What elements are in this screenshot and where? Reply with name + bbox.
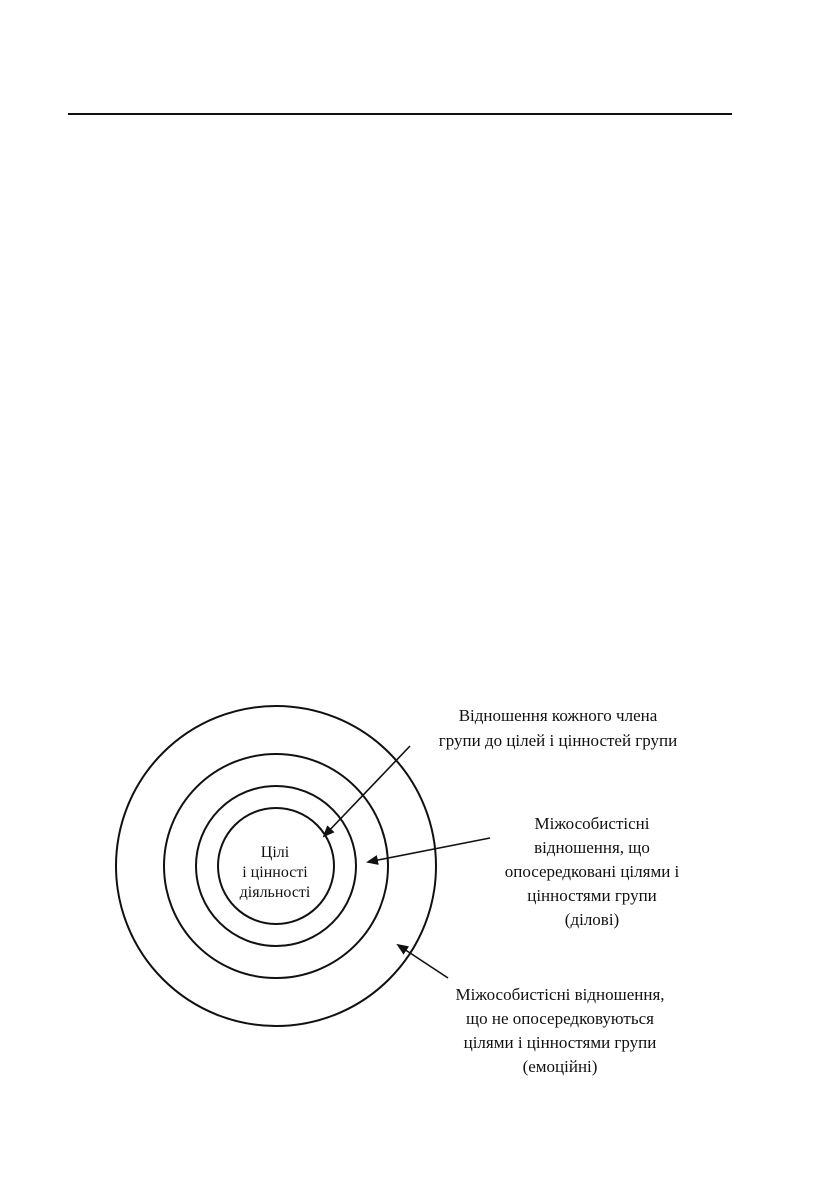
member-relation-label <box>408 703 708 753</box>
emotional-relation-line-3: цілями і цінностями групи <box>463 1033 657 1052</box>
member-relation-arrow <box>324 746 410 836</box>
emotional-relation-line-2: що не опосередковуються <box>466 1009 654 1028</box>
center-label-line-3: діяльності <box>239 884 311 901</box>
business-relation-label <box>476 812 708 932</box>
center-label-line-1: Цілі <box>260 844 290 861</box>
business-relation-line-4: цінностями групи <box>527 886 657 905</box>
emotional-relation-line-4: (емоційні) <box>522 1057 598 1076</box>
business-relation-line-2: відношення, що <box>534 838 650 857</box>
business-relation-line-3: опосередковані цілями і <box>504 862 680 881</box>
center-label-line-2: і цінності <box>242 864 308 881</box>
member-relation-line-2: групи до цілей і цінностей групи <box>438 731 678 750</box>
member-relation-line-1: Відношення кожного члена <box>458 706 658 725</box>
business-relation-line-5: (ділові) <box>564 910 620 929</box>
center-label <box>215 843 335 903</box>
emotional-relation-line-1: Міжособистісні відношення, <box>455 985 665 1004</box>
emotional-relation-label <box>420 983 700 1079</box>
business-relation-line-1: Міжособистісні <box>534 814 650 833</box>
